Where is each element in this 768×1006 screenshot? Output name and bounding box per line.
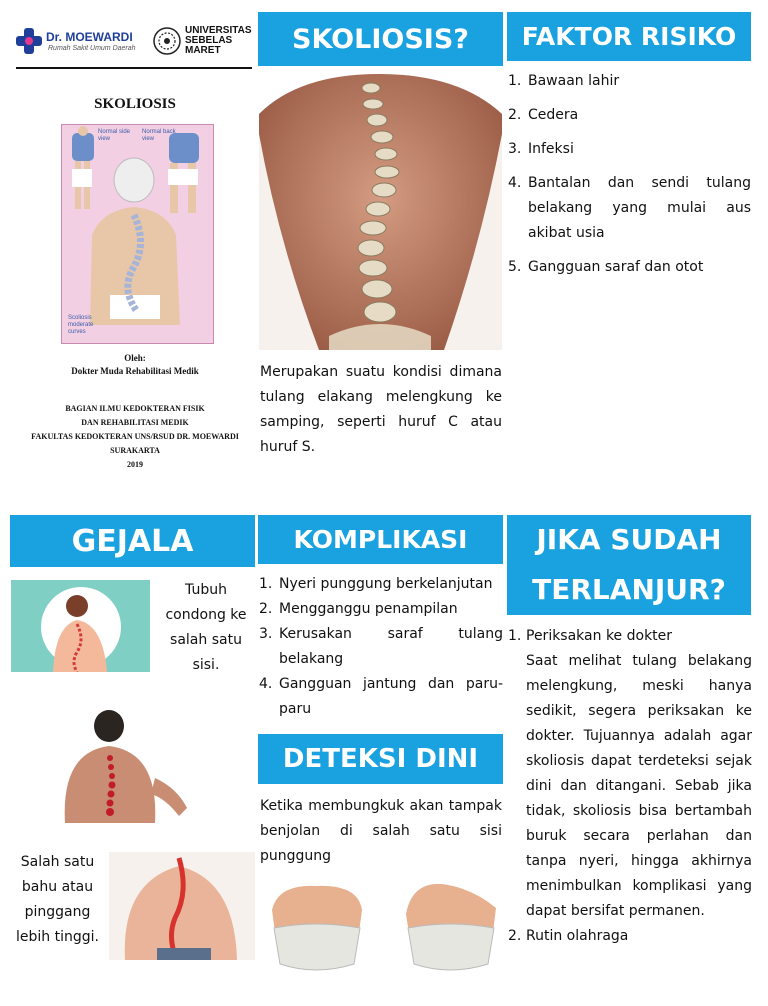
skoliosis-title: SKOLIOSIS?	[292, 23, 469, 55]
moewardi-name: Dr. MOEWARDI	[46, 30, 133, 44]
faktor-banner	[507, 12, 751, 61]
list-item: 1. Nyeri punggung berkelanjutan	[259, 576, 493, 592]
fig-label-back: Normal back view	[142, 129, 176, 142]
jika-item2-heading: 2. Rutin olahraga	[508, 928, 629, 944]
fig-label-side: Normal side view	[98, 129, 131, 142]
deteksi-banner	[258, 734, 503, 784]
list-item: 4. Bantalan dan sendi tulang belakang yang mulai aus akibat usia	[508, 175, 751, 241]
tilted-body-icon	[11, 580, 150, 672]
uns-logo	[152, 26, 182, 56]
list-item: 4. Gangguan jantung dan paru-paru	[259, 676, 503, 717]
university-emblem-icon	[152, 26, 182, 56]
deteksi-description: Ketika membungkuk akan tampak benjolan di salah satu sisi punggung	[260, 798, 502, 864]
cover-year: 2019	[127, 460, 143, 469]
uns-name-line1: UNIVERSITAS	[185, 25, 252, 36]
forward-bend-illustration-right	[402, 880, 500, 972]
fig-label-scoliosis: Scoliosis moderate curves	[68, 315, 94, 335]
list-item: 5. Gangguan saraf dan otot	[508, 259, 704, 275]
forward-bend-illustration-left	[268, 880, 366, 972]
spine-back-photo	[259, 74, 502, 350]
cover-by-label: Oleh:	[124, 353, 146, 363]
red-spine-back-icon	[47, 708, 215, 823]
jika-title-line2: TERLANJUR?	[532, 573, 726, 606]
faktor-title: FAKTOR RISIKO	[521, 22, 737, 51]
hospital-cross-icon	[14, 26, 44, 56]
jika-title-line1: JIKA SUDAH	[536, 523, 722, 556]
list-item: 2. Cedera	[508, 107, 579, 123]
list-item: 3. Infeksi	[508, 141, 574, 157]
faktor-list	[508, 69, 751, 280]
deteksi-title: DETEKSI DINI	[282, 744, 479, 774]
cover-author: Dokter Muda Rehabilitasi Medik	[71, 366, 199, 376]
komplikasi-list	[259, 572, 503, 722]
cover-title: SKOLIOSIS	[94, 96, 176, 112]
scoliosis-diagram-illustration	[62, 125, 213, 343]
moewardi-logo	[14, 26, 44, 56]
jika-item1-description: Saat melihat tulang belakang melengkung, meski hanya sedikit, segera periksakan ke dokter. Tujuannya adalah agar skoliosis dapat terdeteksi sejak dini dan ditangani. Sebab jika tidak, skoliosis bisa bertambah buruk secara perlahan dan tanpa nyeri, hingga akhirnya menimbulkan komplikasi yang dapat bersifat permanen.	[526, 653, 752, 919]
spine-back-illustration	[259, 74, 502, 350]
jika-banner	[507, 515, 751, 615]
cover-dept-1: BAGIAN ILMU KEDOKTERAN FISIK	[65, 404, 205, 413]
back-pain-illustration	[47, 708, 215, 823]
list-item: 1. Bawaan lahir	[508, 73, 620, 89]
leaning-body-illustration	[11, 580, 150, 672]
list-item: 2. Mengganggu penampilan	[259, 601, 458, 617]
bending-back-hump-icon	[402, 880, 500, 972]
skoliosis-banner	[258, 12, 503, 66]
uneven-shoulders-icon	[109, 852, 255, 960]
uns-name-line2: SEBELAS	[185, 35, 233, 46]
gejala-symptom-2: Salah satu bahu atau pinggang lebih tinggi.	[16, 854, 99, 945]
komplikasi-title: KOMPLIKASI	[293, 525, 468, 554]
cover-dept-3: FAKULTAS KEDOKTERAN UNS/RSUD DR. MOEWARDI	[31, 432, 239, 441]
cover-illustration	[61, 124, 214, 344]
header-divider	[16, 67, 252, 69]
gejala-symptom-1: Tubuh condong ke salah satu sisi.	[165, 582, 247, 673]
gejala-banner	[10, 515, 255, 567]
uneven-shoulder-illustration	[109, 852, 255, 960]
jika-item1-heading: 1. Periksakan ke dokter	[508, 628, 673, 644]
jika-item1	[508, 624, 752, 949]
moewardi-subtitle: Rumah Sakit Umum Daerah	[48, 45, 136, 52]
bending-back-icon	[268, 880, 366, 972]
uns-name-line3: MARET	[185, 45, 221, 56]
header-logos	[10, 20, 254, 70]
cover-dept-2: DAN REHABILITASI MEDIK	[81, 418, 189, 427]
komplikasi-banner	[258, 515, 503, 564]
gejala-title: GEJALA	[71, 523, 194, 559]
cover-city: SURAKARTA	[110, 446, 160, 455]
skoliosis-description: Merupakan suatu kondisi dimana tulang elakang melengkung ke samping, seperti huruf C atau huruf S.	[260, 364, 502, 455]
list-item: 3. Kerusakan saraf tulang belakang	[259, 626, 503, 667]
